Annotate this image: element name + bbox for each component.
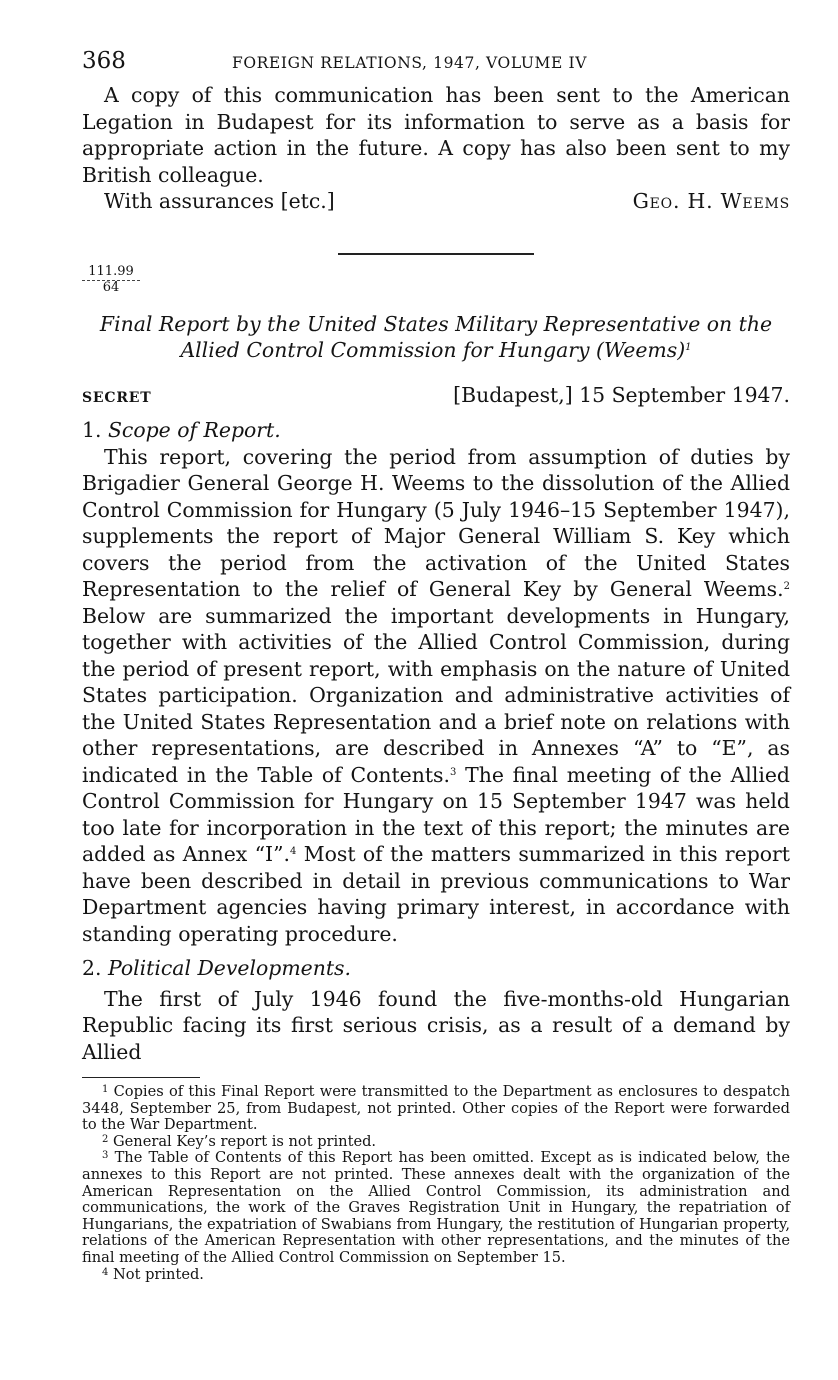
letter-closing-line [82,188,790,215]
dateline: [Budapest,] 15 September 1947. [453,382,790,407]
footnotes [82,1084,790,1283]
footnote-ref-1: 1 [685,342,692,353]
footnote-mark: 3 [102,1150,109,1162]
running-head: FOREIGN RELATIONS, 1947, VOLUME IV [232,54,587,72]
footnote [82,1134,790,1151]
footnote [82,1084,790,1134]
section-1-text-a: This report, covering the period from assumption of duties by Brigadier General George H. Weems to the dissolution of the Allied Control Commission for Hungary (5 July 1946–15 September 1947), supplements the report of Major General William S. Key which covers the period from the activation of the United States Representation to the relief of General Key by General Weems. [82,444,790,601]
section-1-text-d: Most of the matters summarized in this report have been described in detail in previous communications to War Department agencies having primary interest, in accordance with standing operating procedure. [82,842,791,946]
footnote-text: General Key’s report is not printed. [113,1132,377,1150]
document-title [82,311,790,364]
section-number-1: 1. [82,418,102,442]
document-title-text: Final Report by the United States Military Representative on the Allied Control Commission for Hungary (Weems) [99,311,773,362]
footnote-ref-4: 4 [290,846,297,857]
section-1-text-c: The final meeting of the Allied Control Commission for Hungary on 15 September 1947 was held too late for incorporation in the text of this report; the minutes are added as Annex “I”. [82,762,790,866]
classification-label: SECRET [82,389,152,406]
footnote-mark: 1 [102,1084,109,1095]
footnote-text: Not printed. [113,1265,204,1283]
section-title-1: Scope of Report. [107,418,281,442]
section-1-paragraph [82,444,790,948]
file-number [82,265,140,295]
section-1-text-b: Below are summarized the important developments in Hungary, together with activities of the Allied Control Commission, during the period of present report, with emphasis on the nature of United States participation. Organization and administrative activities of the United States Representation and a brief note on relations with other representations, are described in Annexes “A” to “E”, as indicated in the Table of Contents. [82,603,790,787]
footnote [82,1150,790,1266]
section-divider [338,253,534,255]
footnote-text: Copies of this Final Report were transmitted to the Department as enclosures to despatch 3448, September 25, from Budapest, not printed. Other copies of the Report were forwarded to the War Department. [82,1083,790,1134]
section-number-2: 2. [82,956,102,980]
footnote-mark: 4 [102,1266,109,1278]
footnote-ref-2: 2 [783,581,790,592]
letter-closing-paragraph: A copy of this communication has been sent to the American Legation in Budapest for its information to serve as a basis for appropriate action in the future. A copy has also been sent to my British colleague. [82,83,790,187]
footnote-text: The Table of Contents of this Report has been omitted. Except as is indicated below, the annexes to this Report are not printed. These annexes dealt with the organization of the American Representation on the Allied Control Commission, its administration and communications, the work of the Graves Registration Unit in Hungary, the repatriation of Hungarians, the expatriation of Swabians from Hungary, the restitution of Hungarian property, relations of the American Representation with other representations, and the minutes of the final meeting of the Allied Control Commission on September 15. [82,1149,790,1266]
section-heading-2 [82,955,790,982]
dateline-row [82,382,790,412]
document-page [82,48,790,1283]
page-number: 368 [82,48,126,74]
footnote [82,1267,790,1284]
file-number-top: 111.99 [82,265,140,281]
section-2-paragraph: The first of July 1946 found the five-months-old Hungarian Republic facing its first serious crisis, as a result of a demand by Allied [82,986,790,1064]
section-heading-1 [82,417,790,444]
page-header [82,48,790,82]
footnote-mark: 2 [102,1133,109,1145]
signature: Geo. H. Weems [632,189,790,213]
complimentary-close: With assurances [etc.] [104,189,335,213]
footnote-ref-3: 3 [450,766,457,778]
file-number-bottom: 64 [102,279,120,295]
footnote-rule [82,1077,200,1078]
section-title-2: Political Developments. [107,956,351,980]
